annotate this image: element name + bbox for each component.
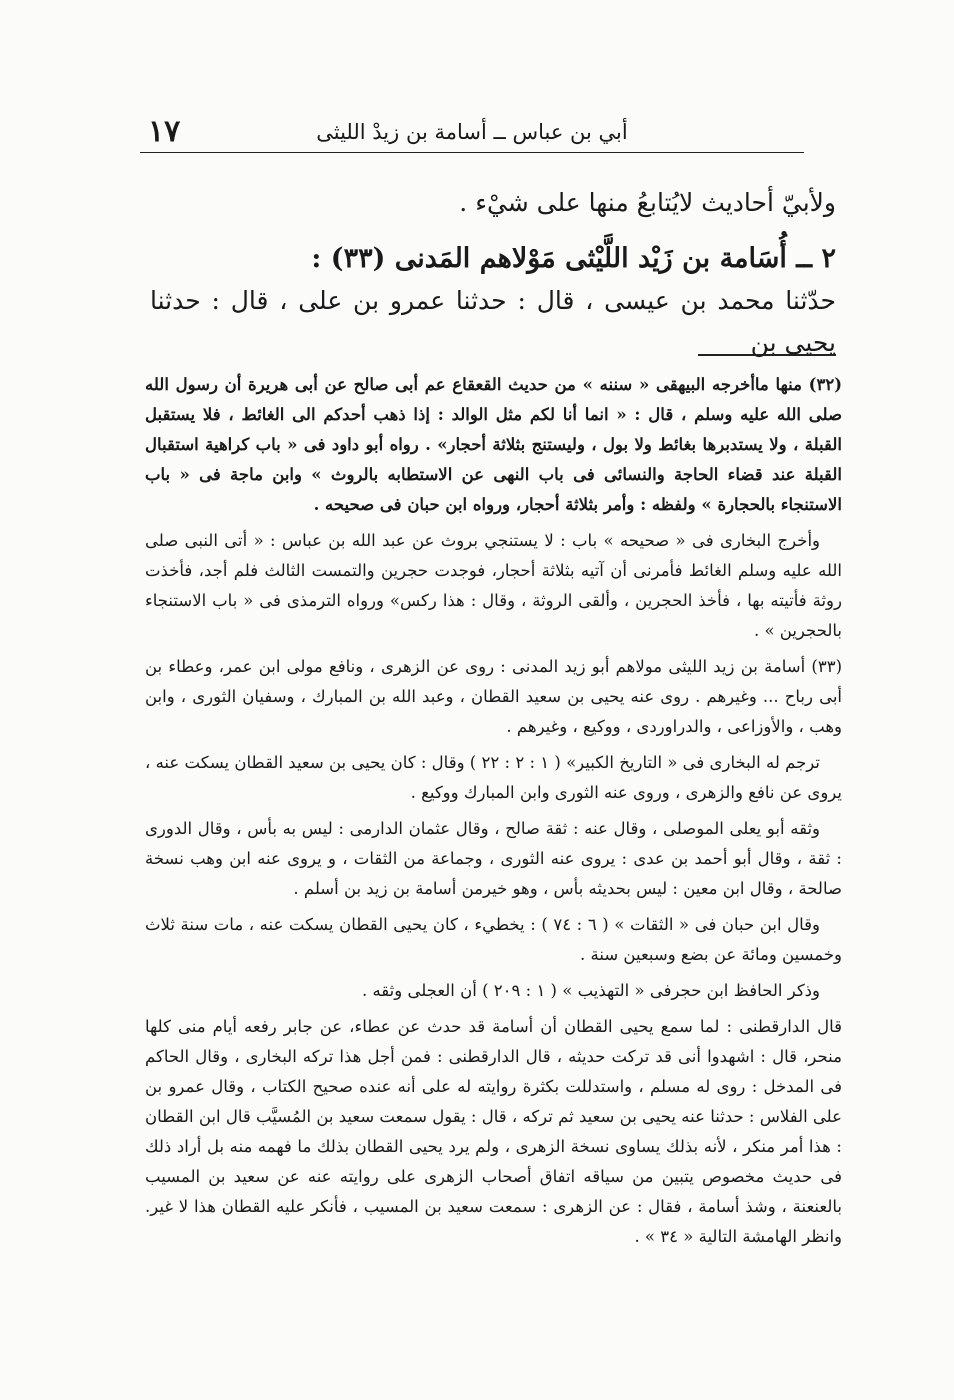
footnote-paragraph: وثقه أبو يعلى الموصلى ، وقال عنه : ثقة صالح ، وقال عثمان الدارمى : ليس به بأس ، وقال الدورى : ثقة ، وقال أبو أحمد بن عدى : يروى عنه الثورى ، وجماعة من الثقات ، و يروى عنه ابن وهب نسخة صالحة ، وقال ابن معين : ليس بحديثه بأس ، وهو خيرمن أسامة بن زيد بن أسلم . [145, 819, 842, 898]
footnote-paragraph: وذكر الحافظ ابن حجرفى « التهذيب » ( ١ : ٢٠٩ ) أن العجلى وثقه . [361, 981, 820, 1000]
main-text [150, 182, 836, 364]
running-title: أبي بن عباس ــ أسامة بن زيدْ الليثى [316, 120, 628, 144]
main-line: ولأبيّ أحاديث لايُتابعُ منها على شيْء . [459, 188, 836, 217]
page-header [140, 110, 804, 153]
footnote-separator [698, 354, 836, 356]
footnote-paragraph: وأخرج البخارى فى « صحيحه » باب : لا يستنجي بروث عن عبد الله بن عباس : « أتى النبى صلى الله عليه وسلم الغائط فأمرنى أن آتيه بثلاثة أحجار، فوجدت حجرين والتمست الثالث فلم أجد، فأخذت روثة فأتيته بها ، فأخذ الحجرين ، وألقى الروثة ، وقال : هذا ركس» ورواه الترمذى فى « باب الاستنجاء بالحجرين » . [145, 531, 842, 640]
footnote-paragraph: وقال ابن حبان فى « الثقات » ( ٦ : ٧٤ ) : يخطيء ، كان يحيى القطان يسكت عنه ، مات سنة ثلاث وخمسين ومائة عن بضع وسبعين سنة . [145, 915, 842, 964]
isnad-line: حدّثنا محمد بن عيسى ، قال : حدثنا عمرو بن على ، قال : حدثنا يحيى بن [150, 286, 836, 357]
footnote-33: (٣٣) أسامة بن زيد الليثى مولاهم أبو زيد المدنى : روى عن الزهرى ، ونافع مولى ابن عمر، وعطاء بن أبى رباح ... وغيرهم . روى عنه يحيى بن سعيد القطان ، وعبد الله بن المبارك ، وسفيان الثورى ، وابن وهب ، والأوزاعى ، والدراوردى ، ووكيع ، وغيرهم . [145, 657, 842, 736]
footnote-paragraph: ترجم له البخارى فى « التاريخ الكبير» ( ١ : ٢ : ٢٢ ) وقال : كان يحيى بن سعيد القطان يسكت عنه ، يروى عن نافع والزهرى ، وروى عنه الثورى وابن المبارك ووكيع . [145, 753, 842, 802]
entry-heading: ٢ ــ أُسَامة بن زَيْد اللَّيْثى مَوْلاهم المَدنى (٣٣) : [311, 243, 836, 274]
footnotes [145, 370, 842, 1258]
footnote-32: (٣٢) منها ماأخرجه البيهقى « سننه » من حديث القعقاع عم أبى صالح عن أبى هريرة أن رسول الله صلى الله عليه وسلم ، قال : « انما أنا لكم مثل الوالد : إذا ذهب أحدكم الى الغائط ، فلا يستقبل القبلة ، ولا يستدبرها بغائط ولا بول ، وليستنج بثلاثة أحجار» . رواه أبو داود فى « باب كراهية استقبال القبلة عند قضاء الحاجة والنسائى فى باب النهى عن الاستطابه بالروث » وابن ماجة فى « باب الاستنجاء بالحجارة » ولفظه : وأمر بثلاثة أحجار، ورواه ابن حبان فى صحيحه . [145, 375, 842, 514]
footnote-paragraph: قال الدارقطنى : لما سمع يحيى القطان أن أسامة قد حدث عن عطاء، عن جابر رفعه أيام منى كلها منحر، قال : اشهدوا أنى قد تركت حديثه ، قال الدارقطنى : فمن أجل هذا تركه البخارى ، وقال الحاكم فى المدخل : روى له مسلم ، واستدللت بكثرة روايته له على أنه عنده صحيح الكتاب ، وقال عمرو بن على الفلاس : حدثنا عنه يحيى بن سعيد ثم تركه ، قال : يقول سمعت سعيد بن المُسيَّب قال ابن القطان : هذا أمر منكر ، لأنه بذلك يساوى نسخة الزهرى ، ولم يرد يحيى القطان بذلك ما فهمه منه بل أراد ذلك فى حديث مخصوص يتبين من سياقه اتفاق أصحاب الزهرى على روايته عنه عن سعيد بن المسيب بالعنعنة ، وشذ أسامة ، فقال : عن الزهرى : سمعت سعيد بن المسيب ، فأنكر عليه القطان هذا لا غير. وانظر الهامشة التالية « ٣٤ » . [145, 1017, 842, 1246]
page-number: ١٧ [148, 114, 181, 149]
